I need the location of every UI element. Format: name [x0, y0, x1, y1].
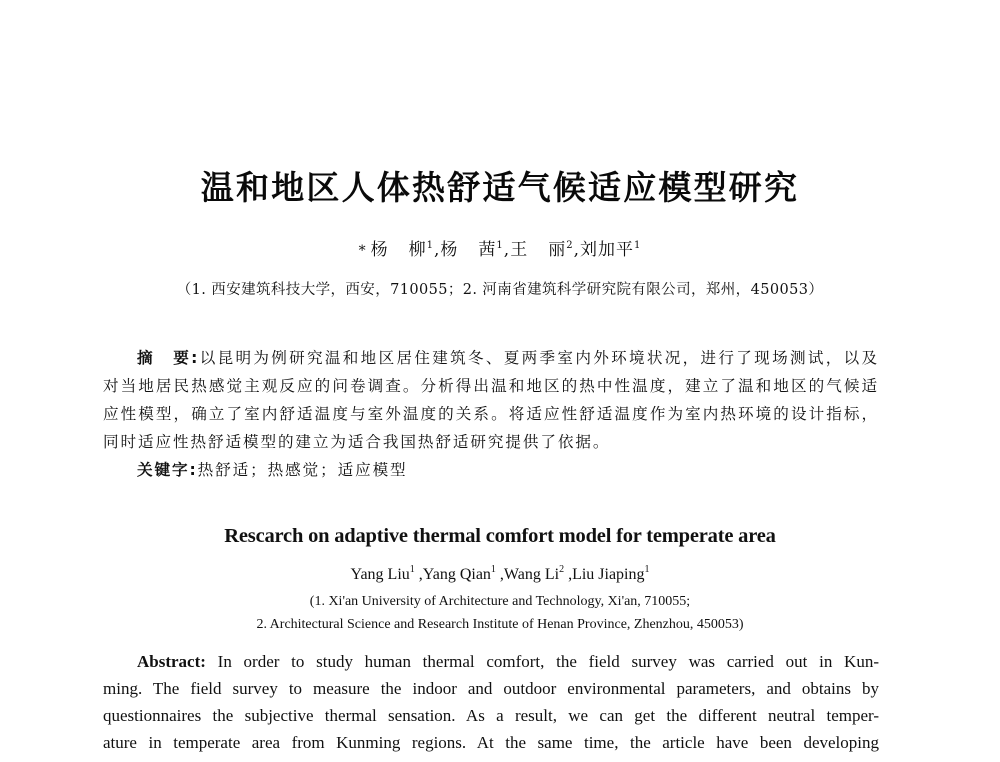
author-name: 王 丽: [510, 240, 567, 260]
abstract-paragraph-chinese: [103, 344, 879, 456]
affiliation-number: 1: [490, 564, 496, 575]
abstract-chinese: [103, 344, 879, 484]
author-separator: ,: [573, 240, 580, 260]
author-separator: ,: [495, 566, 504, 583]
author-separator: ,: [414, 566, 423, 583]
affiliation-english-1: (1. Xi'an University of Architecture and Technology, Xi'an, 710055;: [309, 594, 691, 609]
paper-title-chinese: 温和地区人体热舒适气候适应模型研究: [200, 168, 800, 207]
author-list-chinese: [0, 238, 1000, 263]
affiliation-english-2: 2. Architectural Science and Research Institute of Henan Province, Zhenzhou, 450053): [256, 617, 744, 632]
keywords-label-chinese: 关键字:: [137, 461, 198, 479]
affiliation-number: 1: [633, 240, 642, 251]
author-name: 刘加平: [579, 240, 634, 260]
affiliations-chinese: （1. 西安建筑科技大学，西安，710055；2. 河南省建筑科学研究院有限公司，郑州，450053）: [176, 282, 824, 298]
keywords-text-chinese: 热舒适；热感觉；适应模型: [197, 461, 408, 479]
abstract-english: [103, 648, 879, 756]
abstract-label-chinese: 摘 要:: [137, 349, 200, 367]
abstract-line: questionnaires the subjective thermal sensation. As a result, we can get the different neutral temper-: [103, 706, 879, 725]
author-list-english: [0, 563, 1000, 587]
abstract-line: ming. The field survey to measure the indoor and outdoor environmental parameters, and obtains by: [103, 679, 879, 698]
affiliation-number: 1: [409, 564, 415, 575]
affiliation-number: 1: [496, 240, 504, 251]
abstract-line: Abstract: In order to study human thermal comfort, the field survey was carried out in Kun-: [137, 652, 879, 671]
affiliation-number: 2: [559, 564, 565, 575]
author-name: 杨 柳: [370, 240, 427, 260]
affiliation-number: 2: [566, 240, 574, 251]
author-name: 杨 茜: [440, 240, 497, 260]
abstract-line: ature in temperate area from Kunming regions. At the same time, the article have been developing: [103, 733, 879, 752]
author-separator: ,: [564, 566, 573, 583]
keywords-chinese: [103, 456, 879, 484]
corresponding-author-mark: *: [358, 243, 367, 259]
author-name: Yang Liu: [350, 566, 410, 583]
abstract-text-chinese: 以昆明为例研究温和地区居住建筑冬、夏两季室内外环境状况，进行了现场测试，以及对当地居民热感觉主观反应的问卷调查。分析得出温和地区的热中性温度，建立了温和地区的气候适应性模型，确立了室内舒适温度与室外温度的关系。将适应性舒适温度作为室内热环境的设计指标，同时适应性热舒适模型的建立为适合我国热舒适研究提供了依据。: [103, 349, 879, 451]
author-separator: ,: [434, 240, 441, 260]
affiliation-number: 1: [426, 240, 435, 251]
abstract-label-english: Abstract:: [137, 652, 206, 671]
paper-title-english: Rescarch on adaptive thermal comfort model for temperate area: [224, 525, 776, 547]
author-name: Yang Qian: [422, 566, 491, 583]
author-name: Wang Li: [503, 566, 560, 583]
author-separator: ,: [503, 240, 511, 260]
author-name: Liu Jiaping: [572, 566, 645, 583]
affiliation-number: 1: [644, 564, 650, 575]
